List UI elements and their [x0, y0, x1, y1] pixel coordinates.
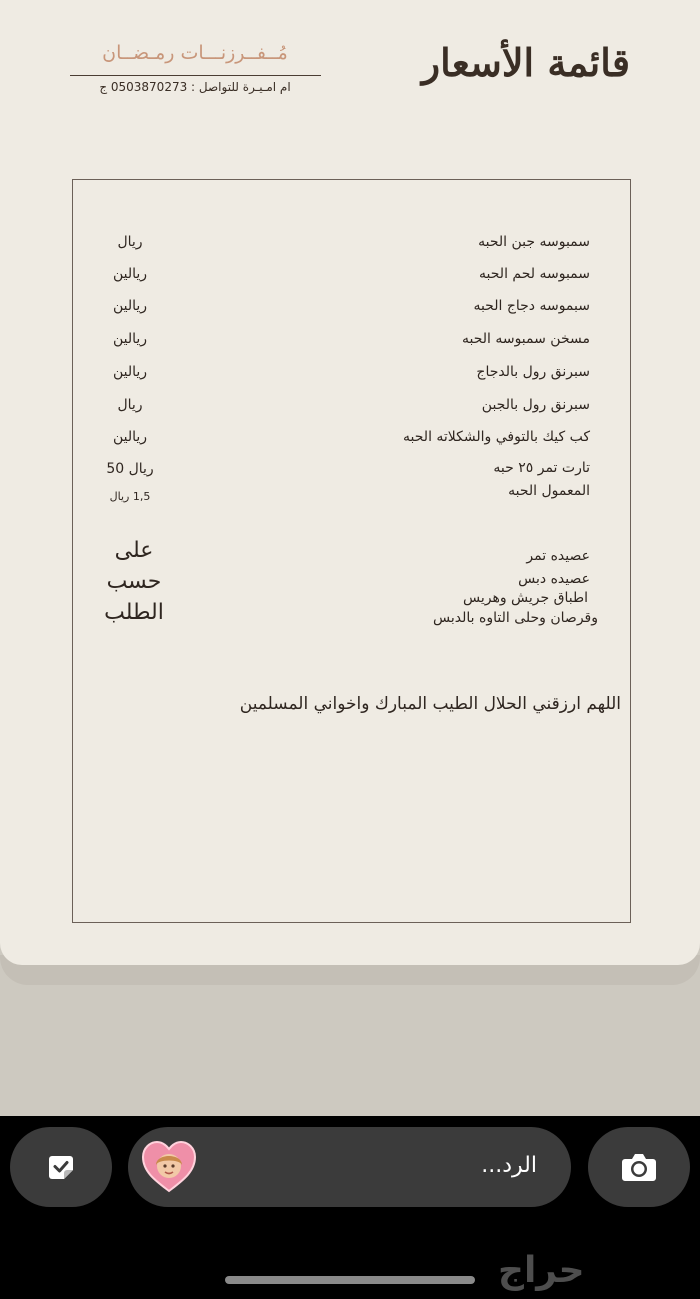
order-note	[96, 535, 172, 628]
brand-name: مُــفــرزنـــات رمـضــان	[102, 42, 288, 64]
watermark: حراج	[498, 1250, 585, 1291]
menu-item-price: ريالين	[112, 364, 148, 380]
camera-icon	[619, 1147, 659, 1187]
menu-item-price: ريالين	[112, 331, 148, 347]
menu-title: قائمة الأسعار	[421, 40, 630, 85]
brand-divider	[70, 75, 321, 76]
menu-item-name: سبرنق رول بالدجاج	[476, 364, 590, 380]
menu-item-name: سمبوسه جبن الحبه	[478, 234, 590, 250]
menu-item-price: ريالين	[112, 266, 148, 282]
order-note-line: حسب	[106, 569, 162, 594]
menu-item-price: ريال	[117, 234, 143, 250]
menu-item-name: تارت تمر ٢٥ حبه	[493, 460, 590, 476]
menu-item-price: ريال	[117, 397, 143, 413]
menu-item-name: سمبوسه لحم الحبه	[479, 266, 590, 282]
sticker-check-icon	[47, 1153, 75, 1181]
menu-item-price: ريالين	[112, 298, 148, 314]
contact-info: ام امـيـرة للتواصل : 0503870273 ج	[99, 80, 291, 94]
order-item: اطباق جريش وهريس	[462, 590, 588, 606]
order-item: عصيده دبس	[518, 571, 590, 587]
order-item: وقرصان وحلى التاوه بالدبس	[433, 610, 598, 626]
reply-input[interactable]	[128, 1127, 571, 1207]
menu-item-name: المعمول الحبه	[508, 483, 590, 499]
reply-placeholder: الرد...	[481, 1153, 537, 1178]
menu-item-price: ريال 50	[106, 461, 154, 477]
sticker-button[interactable]	[10, 1127, 112, 1207]
menu-item-name: سبرنق رول بالجبن	[481, 397, 590, 413]
heart-avatar-sticker	[140, 1139, 198, 1195]
order-note-line: على	[114, 538, 154, 563]
menu-item-name: كب كيك بالتوفي والشكلاته الحبه	[403, 429, 590, 445]
menu-item-price: 1,5 ريال	[109, 490, 151, 503]
menu-item-name: سبموسه دجاج الحبه	[473, 298, 590, 314]
camera-button[interactable]	[588, 1127, 690, 1207]
home-indicator[interactable]	[225, 1276, 475, 1284]
order-item: عصيده تمر	[526, 548, 590, 564]
menu-item-price: ريالين	[112, 429, 148, 445]
order-note-line: الطلب	[104, 600, 164, 625]
prayer-text: اللهم ارزقني الحلال الطيب المبارك واخواني المسلمين	[239, 694, 621, 714]
menu-item-name: مسخن سمبوسه الحبه	[461, 331, 590, 347]
